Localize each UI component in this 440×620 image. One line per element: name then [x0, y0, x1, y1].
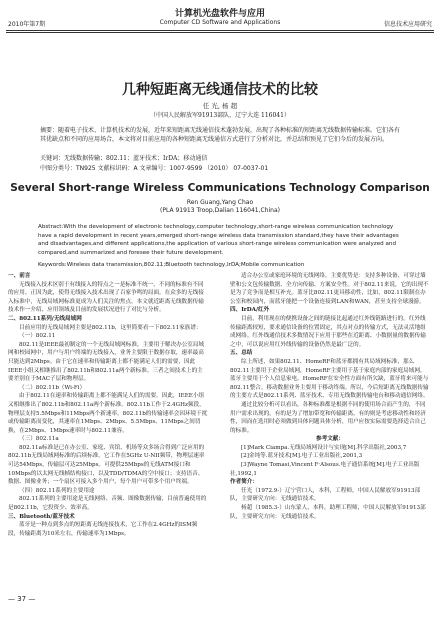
paragraph: 无线接入技术区别于有线接入的特点之一是标准不统一，不同的标准有不同的应用。正因为此，使得无线接入技术出现了百家争鸣的局面。在众多的无线接入标准中，无线局域网标准更成为人们关注的焦点。本文就近距离无线数据传输技术作一介绍、应用领域及目前的发展状况进行了对比与分析。 [8, 281, 204, 314]
paragraph: [3]Wayne Tomasi,Vincent F·Alsous.电子通信系统[M].电子工业出版社,1992,1 [230, 462, 420, 477]
journal-subtitle: Computer CD Software and Applications [159, 19, 281, 26]
abstract-cn: 摘要：随着电子技术、计算机技术的发展，近年来短距离无线通信技术蓬勃发展，出现了各种标准的短距离无线数据传输标准。它们各有其优缺点和不同的应用场合，本文将对目前应用的各种短距离无线通信方式进行了分析对比，并总结和预见了它们今后的发展方向。 [40, 127, 401, 143]
section-heading: 五、总结 [230, 350, 253, 357]
paragraph: （三）802.11a [19, 436, 59, 443]
page-number: — 37 — [8, 595, 36, 603]
paragraph: [1]Mark Ciampa.无线局域网设计与实现[M].科学出版社,2003,7 [241, 444, 407, 451]
paragraph: 任光（1972.9-）辽宁营口人，本科，工程师，中国人民解放军91913部队，主要研究方向：无线通信技术。 [230, 487, 421, 503]
paragraph: 802.11系列的主要用途是无线网络、音频、图像数据传输，目前普遍使用的是802.11b，它投资少、效率高。 [8, 496, 207, 512]
paragraph: 适合办公室或家庭环境的无线网络。主要优势是：支持多种设备、可穿过墙壁和公文包传输数据、全方向传输、方案安全性。对于802.11来说，它的出现不是为了竞争而是相互补充。蓝牙比802.11更具移动性，比如，802.11限制在办公室和校园内，而蓝牙能把一个设备连接到LAN和WAN，甚至支持全球漫游。 [230, 273, 429, 305]
issue-number: 2010年第7期 [8, 21, 46, 28]
keywords-en: Keywords:Wireless data transmission,802.11;Bluetooth technology,IrDA;Mobile communication [38, 262, 305, 268]
affiliation-en: (PLA 91913 Troop,Dalian 116041,China) [160, 207, 280, 214]
paragraph: 综上所述，如果802.11、HomeRF和蓝牙都拥有其局域网标准，那么802.11主要用于企业局域网，HomeRF主要用于基于家庭内部的家庭局域网，蓝牙主要用于个人信息家电。HomeRF在安全性方面有所欠缺，蓝牙将来可能与802.11整合。移动数据业务主要用于移动终端。所以，今后短距离无线数据传输的主要方式是802.11系列、蓝牙技术、专用无线数据传输电台和移动通信网络。 [230, 358, 429, 400]
abstract-en: Abstract:With the development of electronic technology,computer technology,short-range wireless communication technology have a rapid development in recent years,emerged short-range wireless data transmission standard,they have their advantages and disadvantages,and different applications,the application of various short-range wireless communication were analyzed and compared,and summarized and foresee their future development. [38, 224, 399, 256]
body-column-left [8, 272, 208, 538]
paragraph: 目前应用的无线局域网主要是802.11b，这里简要看一下802.11家族谱： [19, 324, 202, 331]
classification-line: 中图分类号：TN925 文献标识码：A 文章编号：1007-9599 （2010） 07-0037-01 [40, 165, 269, 172]
keywords-cn: 关键词：无线数据传输；802.11；蓝牙技术；IrDA；移动通信 [40, 155, 208, 162]
section-heading: 一、前言 [8, 273, 31, 279]
paragraph: 通过比较分析可以看出，各种标准都是根据不同的使用场合而产生的，不同用户需求出现的。有的是为了增加带宽和传输距离，有的则是考虑移动性和经济性，因而在选用时必须做到具体问题具体分析，用户应按实际需要选择适合自己的标准。 [230, 401, 426, 434]
paragraph: [2]金纯等.蓝牙技术[M].电子工业出版社,2001,3 [241, 453, 363, 460]
paragraph: 目前，利用现在的便携设备之间的链接比起通过红外线链路进行的。红外线传输距离较短，要求通信设备的位置固定，其点对点的传输方式，无法灵活地组成网络。红外线通信技术多数情况下应用于那些在近距离、小数据量的数据传输之中，可以说应用红外线传输的设备仍然是最广泛的。 [230, 315, 426, 348]
body-column-right [230, 272, 430, 521]
paragraph: 杨超（1985.3-）山东蒙人，本科，助理工程师，中国人民解放军91913部队，主要研究方向：无线通信技术。 [230, 505, 426, 520]
paragraph: 802.11a标准是已在办公室、家庭、宾馆、机场等众多场合得到广泛应用的802.11b无线局域网标准的后续标准。它工作在5GHz U-NII频带，物理层速率可达54Mbps，传输层可达25Mbps。可提供25Mbps的无线ATM接口和10Mbps的以太网无线帧结构接口，以及TDD/TDMA的空中接口；支持语音、数据、图像业务；一个扇区可接入多个用户，每个用户可带多个用户终端。 [8, 444, 205, 486]
paragraph: 由于802.11在速率和传输距离上都不能满足人们的需要。因此，IEEE小组又相继推出了802.11b和802.11a两个新标准。802.11b工作于2.4GHz频段，物理层支持5.5Mbps和11Mbps两个新速率。802.11b的传输速率会因环境干扰或传输距离而变化，其速率在1Mbps、2Mbps、5.5Mbps、11Mbps之间切换，在2Mbps、1Mbps速率时与802.11兼容。 [8, 393, 208, 434]
section-name: 信息技术应用研究 [383, 21, 432, 28]
section-heading: 四、IrDA/红外 [230, 307, 270, 314]
paragraph: （四）802.11系列的主要用途 [19, 487, 95, 494]
header-rule-2 [6, 32, 434, 33]
affiliation-cn: （中国人民解放军91913部队，辽宁大连 116041） [150, 112, 290, 119]
authors-en: Ren Guang,Yang Chao [186, 199, 254, 206]
section-heading: 参考文献： [316, 436, 344, 443]
article-title-cn: 几种短距离无线通信技术的比较 [122, 82, 318, 98]
section-heading: 三、Bluetooth/蓝牙技术 [8, 513, 75, 520]
paragraph: 802.11是IEEE最初制定的一个无线局域网标准，主要用于解决办公室局域网和校园网中，用户与用户终端的无线接入，业务主要限于数据存取，速率最高只能达到2Mbps。由于它在速率和传输距离上都不能满足人们的需要，因此IEEE小组又相继推出了802.11b和802.11a两个新标准。三者之间技术上的主要差别在于MAC子层和物理层。 [8, 341, 205, 383]
journal-title: 计算机光盘软件与应用 [174, 9, 265, 19]
section-heading: 作者简介： [230, 479, 258, 486]
article-title-en: Several Short-range Wireless Communications Technology Comparison [10, 182, 430, 194]
section-heading: 二、802.11系列/无线局域网 [8, 315, 82, 322]
page-header [0, 0, 440, 40]
paragraph: （一）802.11 [19, 333, 56, 340]
header-rule [6, 30, 434, 31]
paragraph: （二）802.11b（Wi-Fi） [19, 384, 86, 391]
paragraph: 蓝牙是一种点到多点的短距离无线连接技术，它工作在2.4GHz的ISM频段，传输距离为10米左右，传输速率为1Mbps。 [8, 522, 198, 537]
authors-cn: 任 光, 杨 超 [202, 102, 238, 110]
